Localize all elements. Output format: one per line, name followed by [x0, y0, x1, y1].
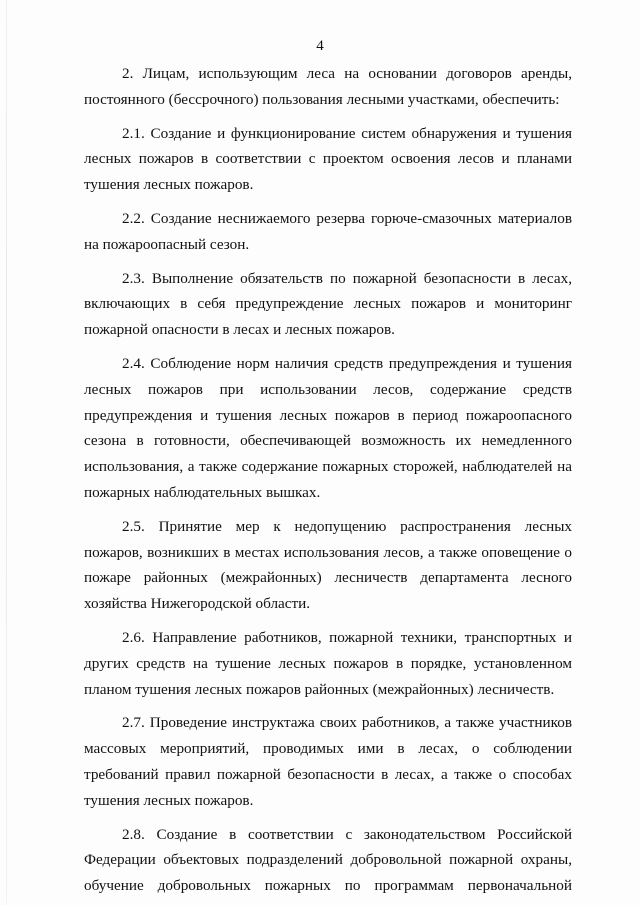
page-number: 4: [316, 38, 324, 54]
paragraph-2-2: 2.2. Создание неснижаемого резерва горюче-смазочных материалов на пожароопасный сезон.: [84, 209, 572, 253]
scan-edge-shadow: [6, 0, 7, 905]
paragraph-2-7: 2.7. Проведение инструктажа своих работников, а также участников массовых мероприятий, проводимых ими в лесах, о соблюдении требований правил пожарной безопасности в лесах, а также о способах тушения лесных пожаров.: [84, 714, 572, 809]
paragraph-2-1: 2.1. Создание и функционирование систем обнаружения и тушения лесных пожаров в соответствии с проектом освоения лесов и планами тушения лесных пожаров.: [84, 124, 572, 194]
paragraph-2-3: 2.3. Выполнение обязательств по пожарной безопасности в лесах, включающих в себя предупреждение лесных пожаров и мониторинг пожарной опасности в лесах и лесных пожаров.: [84, 269, 572, 339]
paragraph-2-4: 2.4. Соблюдение норм наличия средств предупреждения и тушения лесных пожаров при использовании лесов, содержание средств предупреждения и тушения лесных пожаров в период пожароопасного сезона в готовности, обеспечивающей возможность их немедленного использования, а также содержание пожарных сторожей, наблюдателей на пожарных наблюдательных вышках.: [84, 354, 572, 501]
paragraph-2: 2. Лицам, использующим леса на основании договоров аренды, постоянного (бессрочного) пользования лесными участками, обеспечить:: [84, 65, 572, 108]
document-body: [84, 61, 572, 899]
paragraph-2-8: 2.8. Создание в соответствии с законодательством Российской Федерации объектовых подразделений добровольной пожарной охраны, обучение добровольных пожарных по программам первоначальной: [84, 825, 572, 895]
paragraph-2-5: 2.5. Принятие мер к недопущению распространения лесных пожаров, возникших в местах использования лесов, а также оповещение о пожаре районных (межрайонных) лесничеств департамента лесного хозяйства Нижегородской области.: [84, 517, 572, 613]
paragraph-2-6: 2.6. Направление работников, пожарной техники, транспортных и других средств на тушение лесных пожаров в порядке, установленном планом тушения лесных пожаров районных (межрайонных) лесничеств.: [84, 628, 572, 698]
